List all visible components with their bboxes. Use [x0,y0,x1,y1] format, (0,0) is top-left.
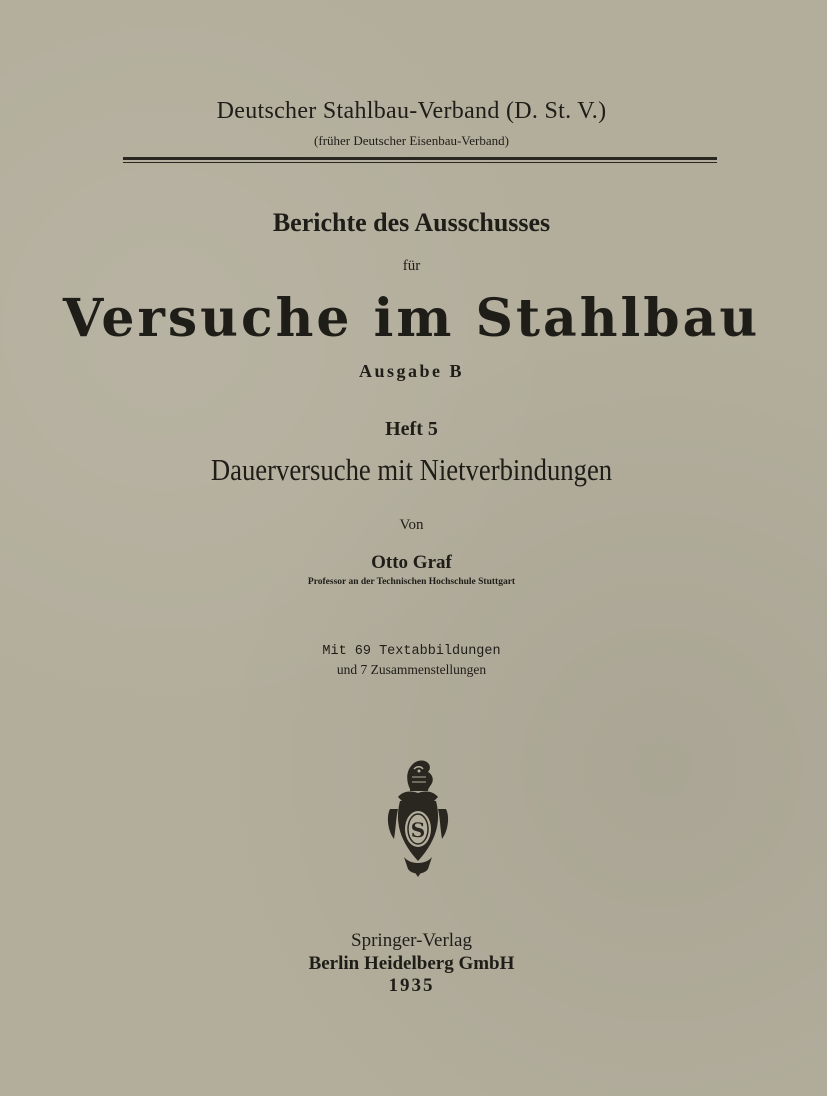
header-rule-thick [123,157,717,160]
publisher-name: Springer-Verlag [351,930,472,951]
issue-number: Heft 5 [385,418,438,440]
series-title: Versuche im Stahlbau [62,288,761,349]
publisher-place: Berlin Heidelberg GmbH [308,953,515,974]
illustrations-count: Mit 69 Textabbildungen [322,644,501,659]
series-reports-heading: Berichte des Ausschusses [272,208,551,237]
society-name: Deutscher Stahlbau-Verband (D. St. V.) [216,98,607,124]
publication-year: 1935 [388,975,435,996]
author-by: Von [399,517,424,533]
tables-count: und 7 Zusammenstellungen [336,662,487,677]
header-rule-thin [123,162,717,163]
edition-label: Ausgabe B [358,361,465,381]
author-name: Otto Graf [371,552,452,573]
author-affiliation: Professor an der Technischen Hochschule Stuttgart [307,577,516,587]
volume-subject: Dauerversuche mit Nietverbindungen [210,452,613,487]
series-for: für [402,258,421,274]
svg-text:S: S [410,818,426,842]
former-society-name: (früher Deutscher Eisenbau-Verband) [314,133,509,148]
springer-knight-logo-icon [384,757,452,879]
